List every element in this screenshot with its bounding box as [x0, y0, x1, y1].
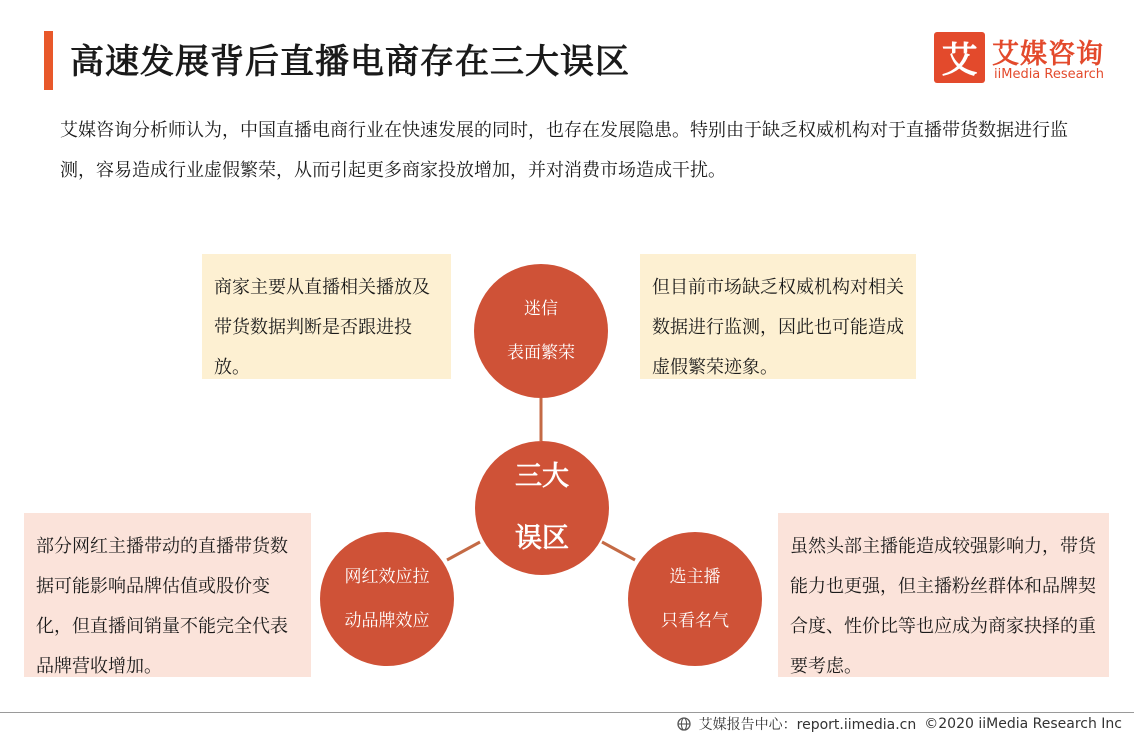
node-left-line1: 网红效应拉	[344, 567, 430, 587]
globe-icon	[677, 717, 691, 731]
footer-divider	[0, 712, 1134, 713]
center-line1: 三大	[515, 461, 569, 492]
node-top-line1: 迷信	[524, 299, 558, 319]
node-top-line2: 表面繁荣	[507, 343, 575, 363]
node-right-line2: 只看名气	[661, 611, 729, 631]
logo-mark-icon: 艾	[934, 32, 985, 83]
node-anchor-fame	[628, 532, 762, 666]
note-top-left: 商家主要从直播相关播放及带货数据判断是否跟进投放。	[202, 254, 451, 379]
node-left-line2: 动品牌效应	[344, 611, 430, 631]
logo-name-cn: 艾媒咨询	[992, 39, 1104, 70]
footer	[677, 714, 1122, 734]
connector-right	[602, 542, 635, 560]
connector-left	[447, 542, 480, 560]
logo-name-en: iiMedia Research	[994, 67, 1105, 82]
node-superstition	[474, 264, 608, 398]
page-title: 高速发展背后直播电商存在三大误区	[70, 42, 630, 82]
note-top-right: 但目前市场缺乏权威机构对相关数据进行监测，因此也可能造成虚假繁荣迹象。	[640, 254, 916, 379]
node-center	[475, 441, 609, 575]
footer-source: 艾媒报告中心：report.iimedia.cn	[698, 717, 917, 733]
note-bottom-left: 部分网红主播带动的直播带货数据可能影响品牌估值或股价变化，但直播间销量不能完全代表品牌营收增加。	[24, 513, 311, 677]
center-line2: 误区	[515, 523, 569, 554]
node-influencer-effect	[320, 532, 454, 666]
footer-copyright: ©2020 iiMedia Research Inc	[924, 716, 1122, 732]
node-right-line1: 选主播	[669, 567, 721, 587]
intro-paragraph: 艾媒咨询分析师认为，中国直播电商行业在快速发展的同时，也存在发展隐患。特别由于缺乏权威机构对于直播带货数据进行监测，容易造成行业虚假繁荣，从而引起更多商家投放增加，并对消费市场造成干扰。	[60, 120, 1068, 181]
note-bottom-right: 虽然头部主播能造成较强影响力，带货能力也更强，但主播粉丝群体和品牌契合度、性价比等也应成为商家抉择的重要考虑。	[778, 513, 1109, 677]
